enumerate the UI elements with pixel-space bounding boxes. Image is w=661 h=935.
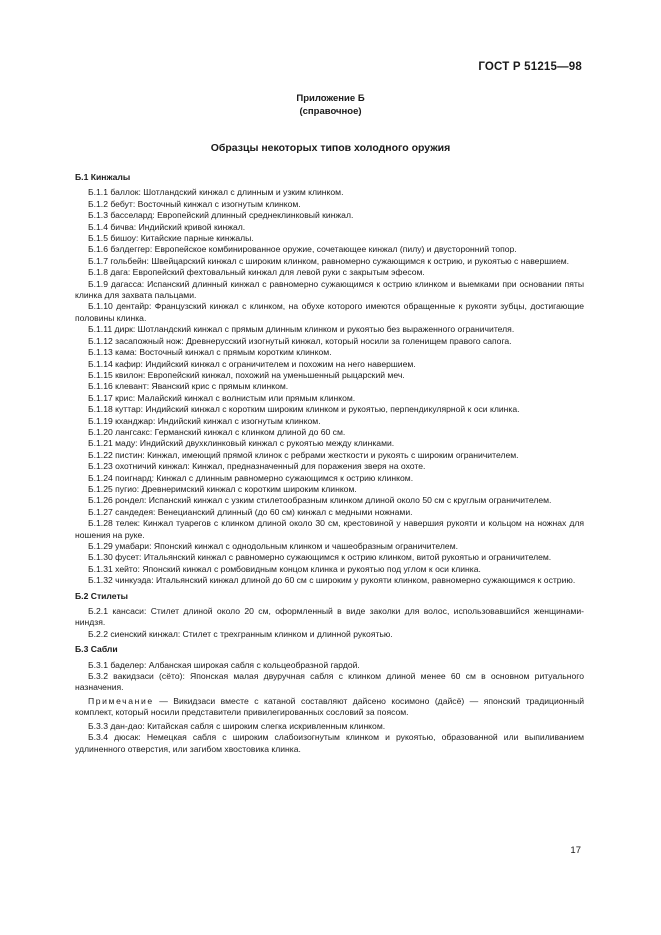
list-item: Б.1.13 кама: Восточный кинжал с прямым коротким клинком. [88,347,332,358]
appendix-title: Приложение Б [296,93,365,104]
document-code: ГОСТ Р 51215—98 [478,61,582,73]
list-item: Б.1.11 дирк: Шотландский кинжал с прямым длинным клинком и рукоятью без выраженного ограничителя. [88,324,515,335]
list-item: Б.3.2 вакидзаси (сёто): Японская малая двуручная сабля с клинком длиной менее 60 см в основном ритуального назначения. [75,671,584,693]
list-item: Б.1.3 басселард: Европейский длинный среднеклинковый кинжал. [88,210,354,221]
list-item: Б.1.15 квилон: Европейский кинжал, похожий на уменьшенный рыцарский меч. [88,369,405,380]
note-label: Примечание [88,695,154,706]
section-heading: Б.1 Кинжалы [75,172,131,182]
section-stilettos [75,591,584,641]
list-item: Б.1.17 крис: Малайский кинжал с волнистым или прямым клинком. [88,392,356,403]
list-item: Б.1.26 рондел: Испанский кинжал с узким стилетообразным клинком длиной около 50 см с круглым ограничителем. [88,495,552,506]
list-item: Б.1.29 умабари: Японский кинжал с однодольным клинком и чашеобразным ограничителем. [88,541,459,551]
section-daggers [75,172,584,587]
list-item: Б.3.4 дюсак: Немецкая сабля с широким слабоизогнутым клинком и рукоятью, образованной или выпиливанием удлиненного отверстия, или загибом хвостовика клинка. [75,732,584,754]
section-heading: Б.3 Сабли [75,644,118,655]
list-item: Б.1.23 охотничий кинжал: Кинжал, предназначенный для поражения зверя на охоте. [88,461,426,472]
list-item: Б.1.25 пугио: Древнеримский кинжал с коротким широким клинком. [88,483,357,494]
list-item: Б.1.10 дентайр: Французский кинжал с клинком, на обухе которого имеются обращенные к рукояти зубцы, достигающие половины клинка. [75,301,584,323]
document-body [75,168,584,755]
list-item: Б.1.8 дага: Европейский фехтовальный кинжал для левой руки с закрытым эфесом. [88,267,425,278]
list-item: Б.3.3 дан-дао: Китайская сабля с широким слегка искривленным клинком. [88,720,386,731]
list-item: Б.1.20 лангсакс: Германский кинжал с клинком длиной до 60 см. [88,426,346,437]
note-text: — Викидзаси вместе с катаной составляют дайсено косимоно (дайсё) — японский традиционный комплект, который носили представители привилегированных сословий за поясом. [75,695,584,718]
list-item: Б.1.22 пистин: Кинжал, имеющий прямой клинок с ребрами жесткости и рукоять с широким ограничителем. [88,449,519,460]
list-item: Б.1.24 поигнард: Кинжал с длинным равномерно сужающимся к острию клинком. [88,472,414,483]
section-sabres [75,644,584,755]
appendix-heading [0,92,661,118]
note [75,696,584,719]
section-heading: Б.2 Стилеты [75,590,128,601]
list-item: Б.1.28 телек: Кинжал туарегов с клинком длиной около 30 см, крестовиной у навершия рукояти и кольцом на ножнах для ношения на руке. [75,518,584,540]
list-item: Б.1.32 чинкуэда: Итальянский кинжал длиной до 60 см с широким у рукояти клинком, равномерно сужающимся к острию. [88,575,576,586]
list-item: Б.1.27 сандедея: Венецианский длинный (до 60 см) кинжал с медными ножнами. [88,506,413,517]
list-item: Б.1.5 бишоу: Китайские парные кинжалы. [88,233,254,244]
list-item: Б.1.30 фусет: Итальянский кинжал с равномерно сужающимся к острию клинком, витой рукоятью и ограничителем. [88,552,552,563]
list-item: Б.1.12 засапожный нож: Древнерусский изогнутый кинжал, который носили за голенищем правого сапога. [88,335,512,346]
list-item: Б.1.7 гольбейн: Швейцарский кинжал с широким клинком, равномерно сужающимся к острию, и рукоятью с навершием. [88,255,570,266]
appendix-subtitle: (справочное) [299,106,362,117]
list-item: Б.2.1 кансаси: Стилет длиной около 20 см, оформленный в виде заколки для волос, использовавшийся женщинами-ниндзя. [75,606,584,628]
list-item: Б.1.9 дагасса: Испанский длинный кинжал с равномерно сужающимся к острию клинком и выемками при основании пяты клинка для захвата пальцами. [75,278,584,301]
list-item: Б.3.1 баделер: Албанская широкая сабля с кольцеобразной гардой. [88,659,360,670]
list-item: Б.1.21 маду: Индийский двухклинковый кинжал с рукоятью между клинками. [88,438,395,449]
page-number: 17 [570,845,581,856]
list-item: Б.1.31 хейто: Японский кинжал с ромбовидным концом клинка и рукоятью под углом к оси клинка. [88,563,481,574]
page-title: Образцы некоторых типов холодного оружия [210,142,451,154]
list-item: Б.1.18 куттар: Индийский кинжал с коротким широким клинком и рукоятью, перпендикулярной к оси клинка. [88,404,520,415]
list-item: Б.1.1 баллок: Шотландский кинжал с длинным и узким клинком. [88,187,344,198]
list-item: Б.1.4 бичва: Индийский кривой кинжал. [88,221,246,232]
list-item: Б.1.14 кафир: Индийский кинжал с ограничителем и похожим на него навершием. [88,358,416,369]
list-item: Б.1.19 кханджар: Индийский кинжал с изогнутым клинком. [88,415,321,426]
list-item: Б.2.2 сиенский кинжал: Стилет с трехгранным клинком и длинной рукоятью. [88,628,393,639]
list-item: Б.1.16 клевант: Яванский крис с прямым клинком. [88,381,289,392]
list-item: Б.1.6 бэлдеггер: Европейское комбинированное оружие, сочетающее кинжал (пилу) и двусторонний топор. [88,244,517,255]
list-item: Б.1.2 бебут: Восточный кинжал с изогнутым клинком. [88,198,301,209]
